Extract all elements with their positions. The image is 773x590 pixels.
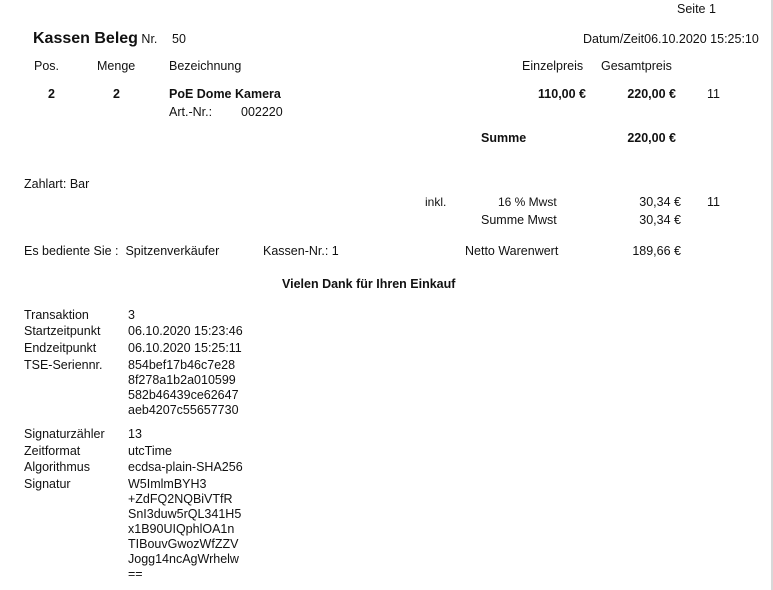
tse-serial-label: TSE-Seriennr. (24, 358, 103, 372)
tax-code: 11 (707, 195, 720, 209)
tse-counter: 13 (128, 427, 142, 441)
tax-rate: 16 % Mwst (498, 195, 557, 209)
tax-amount: 30,34 € (639, 195, 681, 209)
tse-counter-label: Signaturzähler (24, 427, 105, 441)
tse-format: utcTime (128, 444, 172, 458)
col-menge: Menge (97, 59, 136, 73)
tse-transaktion-label: Transaktion (24, 308, 89, 322)
netto-label: Netto Warenwert (465, 244, 559, 258)
summe-label: Summe (481, 131, 527, 145)
tse-start-label: Startzeitpunkt (24, 324, 101, 338)
tse-serial-line: aeb4207c55657730 (128, 403, 239, 417)
zahlart: Zahlart: Bar (24, 177, 90, 191)
tse-format-label: Zeitformat (24, 444, 81, 458)
tse-end: 06.10.2020 15:25:11 (128, 341, 242, 355)
item-art-label: Art.-Nr.: (169, 105, 213, 119)
col-bezeichnung: Bezeichnung (169, 59, 242, 73)
datetime (583, 32, 759, 47)
tax-sum-label: Summe Mwst (481, 213, 557, 227)
tse-sig-line: x1B90UIQphlOA1n (128, 522, 235, 536)
tse-algo: ecdsa-plain-SHA256 (128, 460, 243, 474)
item-art-nr: 002220 (241, 105, 283, 119)
tse-algo-label: Algorithmus (24, 460, 90, 474)
col-pos: Pos. (34, 59, 60, 73)
tse-sig-label: Signatur (24, 477, 71, 491)
tse-transaktion: 3 (128, 308, 135, 322)
tax-sum-value: 30,34 € (639, 213, 681, 227)
tse-sig-line: +ZdFQ2NQBiVTfR (128, 492, 233, 506)
tse-sig-line: W5ImlmBYH3 (128, 477, 207, 491)
served-by: Es bediente Sie : Spitzenverkäufer (24, 244, 220, 258)
item-menge: 2 (113, 87, 120, 101)
netto-value: 189,66 € (632, 244, 681, 258)
tse-signature (128, 477, 241, 582)
tse-sig-line: TIBouvGwozWfZZV (128, 537, 239, 551)
tse-sig-line: == (128, 567, 143, 581)
item-einzelpreis: 110,00 € (538, 87, 586, 101)
receipt-title: Kassen Beleg (33, 30, 138, 47)
tax-inkl: inkl. (425, 195, 447, 209)
tse-sig-line: Jogg14ncAgWrhelw (128, 552, 239, 566)
item-tax-code: 11 (707, 87, 720, 101)
col-einzelpreis: Einzelpreis (522, 59, 584, 73)
tse-start: 06.10.2020 15:23:46 (128, 324, 243, 338)
tse-serial-line: 8f278a1b2a010599 (128, 373, 236, 387)
item-pos: 2 (48, 87, 55, 101)
page-number: Seite 1 (677, 2, 716, 16)
col-gesamtpreis: Gesamtpreis (601, 59, 672, 73)
kassen-nr: Kassen-Nr.: 1 (263, 244, 339, 258)
receipt-nr-label: Nr. (141, 32, 158, 46)
item-name: PoE Dome Kamera (169, 87, 281, 101)
receipt-nr-value: 50 (172, 32, 186, 46)
thanks-message: Vielen Dank für Ihren Einkauf (282, 277, 456, 291)
summe-value: 220,00 € (627, 131, 676, 145)
receipt-title-row (33, 31, 157, 47)
tse-sig-line: SnI3duw5rQL341H5 (128, 507, 242, 521)
datetime-label: Datum/Zeit (583, 32, 645, 46)
tse-end-label: Endzeitpunkt (24, 341, 97, 355)
tse-serial (128, 358, 239, 418)
item-gesamtpreis: 220,00 € (627, 87, 676, 101)
tse-serial-line: 582b46439ce62647 (128, 388, 239, 402)
tse-serial-line: 854bef17b46c7e28 (128, 358, 236, 372)
datetime-value: 06.10.2020 15:25:10 (644, 32, 759, 46)
